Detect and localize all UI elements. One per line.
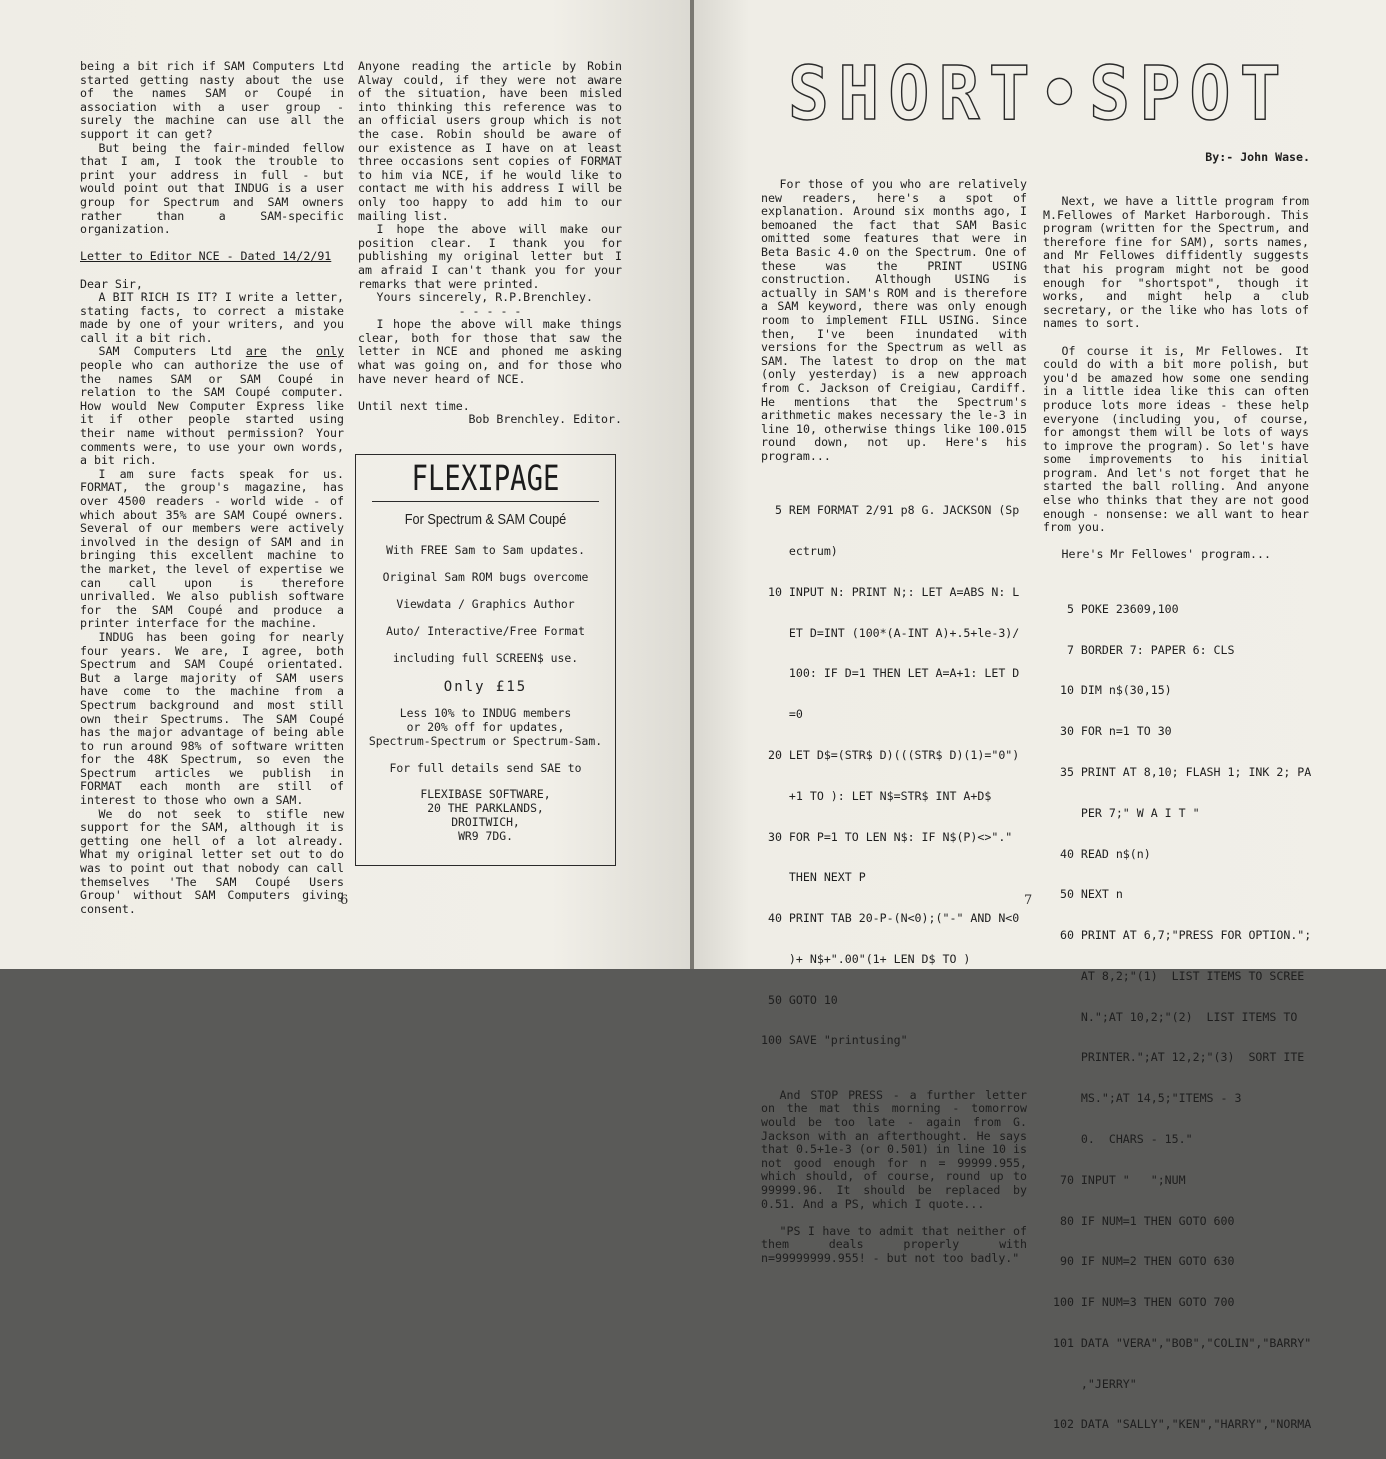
letter-paragraph-3: I am sure facts speak for us. FORMAT, the group's magazine, has over 4500 readers - world wide - of which about 35% are SAM Coupé owners. Several of our members were actively involved in the design of SAM and in bringing this excellent machine to the market, the level of expertise we can call upon is therefore unrivalled. We also publish software for the SAM Coupé and produce a printer interface for the machine. — [80, 466, 344, 631]
advert-address-4: WR9 7DG. — [458, 829, 513, 843]
advert-feature-2: Original Sam ROM bugs overcome — [382, 570, 589, 584]
code-line: 100: IF D=1 THEN LET A=A+1: LET D — [761, 666, 1020, 681]
page-number-right: 7 — [1024, 893, 1033, 908]
advert-title: FLEXIPAGE — [411, 459, 560, 499]
letter-heading: Letter to Editor NCE - Dated 14/2/91 — [80, 249, 332, 264]
intro-paragraph-2: But being the fair-minded fellow that I am, I took the trouble to print your address in full - but would point out that INDUG is a user group for Spectrum and SAM owners rather than a SAM-specific organization. — [80, 140, 344, 237]
code-line: 102 DATA "SALLY","KEN","HARRY","NORMA — [1053, 1417, 1312, 1432]
letter-paragraph-4: INDUG has been going for nearly four years. We are, I agree, both Spectrum and SAM Coupé orientated. But a large majority of SAM users have come to the machine from a Spectrum background and most still own their Spectrums. The SAM Coupé has the major advantage of being able to run around 98% of software written for the 48K Spectrum, so even the Spectrum articles we publish in FORMAT each month are still of interest to those who own a SAM. — [80, 629, 344, 808]
code-line: 5 REM FORMAT 2/91 p8 G. JACKSON (Sp — [761, 503, 1020, 518]
code-line: 10 INPUT N: PRINT N;: LET A=ABS N: L — [761, 584, 1020, 599]
advert-feature-1: With FREE Sam to Sam updates. — [386, 543, 585, 557]
code-line: 40 READ n$(n) — [1053, 846, 1151, 861]
code-line: 100 IF NUM=3 THEN GOTO 700 — [1053, 1295, 1235, 1310]
divider: - - - - - — [458, 303, 522, 318]
code-line: 30 FOR n=1 TO 30 — [1053, 724, 1172, 739]
left-column-1 — [80, 60, 344, 916]
left-column-2 — [358, 60, 622, 427]
short-spot-paragraph-1: For those of you who are relatively new readers, here's a spot of explanation. Around six months ago, I bemoaned the fact that SAM Basic omitted some features that were in Beta Basic 4.0 on the Spectrum. One of these was the PRINT USING construction. Although USING is actually in SAM's ROM and is therefore a SAM keyword, there was only enough room to implement FILL USING. Since then, I've been inundated with versions for the Spectrum as well as SAM. The latest to drop on the mat (only yesterday) is a new approach from C. Jackson of Creigiau, Cardiff. He mentions that the Spectrum's arithmetic makes necessary the le-3 in line 10, otherwise things like 100.015 round down, not up. Here's his program... — [761, 177, 1027, 463]
flexipage-advert — [355, 454, 616, 866]
editor-signature: Bob Brenchley. Editor. — [468, 412, 622, 427]
letter-paragraph-5: We do not seek to stifle new support for the SAM, although it is getting one hell of a lot already. What my original letter set out to do was to point out that nobody can call themselves 'The SAM Coupé Users Group' without SAM Computers giving consent. — [80, 806, 344, 916]
advert-subtitle: For Spectrum & SAM Coupé — [404, 511, 567, 528]
letter-paragraph-2: SAM Computers Ltd are the only people who can authorize the use of the names SAM or SAM Coupé in relation to the SAM Coupé computer. How would New Computer Express like it if other people started using their name without permission? Your comments were, to use your own words, a bit rich. — [80, 344, 345, 468]
jackson-code-listing — [761, 477, 1027, 1075]
page-number-left: 6 — [340, 893, 349, 908]
code-line: 35 PRINT AT 8,10; FLASH 1; INK 2; PA — [1053, 764, 1312, 779]
code-line: +1 TO ): LET N$=STR$ INT A+D$ — [761, 788, 992, 803]
code-line: 20 LET D$=(STR$ D)(((STR$ D)(1)="0") — [761, 747, 1020, 762]
code-line: PRINTER.";AT 12,2;"(3) SORT ITE — [1053, 1050, 1305, 1065]
code-line: AT 8,2;"(1) LIST ITEMS TO SCREE — [1053, 968, 1305, 983]
code-line: 80 IF NUM=1 THEN GOTO 600 — [1053, 1213, 1235, 1228]
editor-note: I hope the above will make things clear, both for those that saw the letter in NCE and phoned me asking what was going on, and for those who have never heard of NCE. — [358, 317, 622, 386]
code-line: 0. CHARS - 15." — [1053, 1131, 1193, 1146]
code-line: 5 POKE 23609,100 — [1053, 601, 1179, 616]
fellowes-code-listing — [1053, 576, 1312, 1459]
code-line: 90 IF NUM=2 THEN GOTO 630 — [1053, 1254, 1235, 1269]
advert-feature-5: including full SCREEN$ use. — [392, 651, 579, 665]
code-line: THEN NEXT P — [761, 870, 866, 885]
code-line: 60 PRINT AT 6,7;"PRESS FOR OPTION."; — [1053, 928, 1312, 943]
code-line: )+ N$+".00"(1+ LEN D$ TO ) — [761, 951, 971, 966]
right-column-2 — [1043, 194, 1312, 1459]
advert-discount-1: Less 10% to INDUG members — [399, 706, 572, 720]
code-line: PER 7;" W A I T " — [1053, 805, 1200, 820]
short-spot-paragraph-3: "PS I have to admit that neither of them deals properly with n=99999999.955! - but not too badly." — [761, 1223, 1027, 1265]
advert-feature-4: Auto/ Interactive/Free Format — [386, 624, 585, 638]
fellowes-paragraph-2: Of course it is, Mr Fellowes. It could do with a bit more polish, but you'd be amazed how some one sending in a little idea like this can often produce lots more ideas - these help everyone (including you, of course, for amongst them will be lots of ways to improve the program). So let's have some improvements to his initial program. And let's not forget that he started the ball rolling. And anyone else who thinks that they are not good enough - nonsense: we all want to hear from you. — [1043, 343, 1309, 535]
salutation: Dear Sir, — [80, 276, 143, 291]
code-line: 10 DIM n$(30,15) — [1053, 683, 1172, 698]
byline: By:- John Wase. — [1205, 150, 1310, 164]
code-line: 7 BORDER 7: PAPER 6: CLS — [1053, 642, 1235, 657]
short-spot-title: SHORT•SPOT — [788, 51, 1290, 137]
code-line: ectrum) — [761, 544, 838, 559]
code-line: 40 PRINT TAB 20-P-(N<0);("-" AND N<0 — [761, 911, 1020, 926]
advert-address-3: DROITWICH, — [451, 815, 520, 829]
intro-paragraph-1: being a bit rich if SAM Computers Ltd started getting nasty about the use of the names SAM or Coupé in association with a user group - surely the machine can use all the support it can get? — [80, 59, 344, 141]
advert-price: Only £15 — [443, 679, 528, 695]
fellowes-paragraph-1: Next, we have a little program from M.Fellowes of Market Harborough. This program (written for the Spectrum, and therefore fine for SAM), sorts names, and Mr Fellowes diffidently suggests that his program might not be good enough for "shortspot", though it works, and might help a club secretary, or the like who has lots of names to sort. — [1043, 194, 1309, 331]
letter-signoff: Yours sincerely, R.P.Brenchley. — [376, 290, 593, 305]
advert-rule — [372, 501, 599, 502]
code-line: 30 FOR P=1 TO LEN N$: IF N$(P)<>"." — [761, 829, 1013, 844]
advert-discount-2: or 20% off for updates, — [406, 720, 565, 734]
code-line: 101 DATA "VERA","BOB","COLIN","BARRY" — [1053, 1335, 1312, 1350]
advert-address-2: 20 THE PARKLANDS, — [427, 801, 544, 815]
left-page — [0, 0, 690, 969]
fellowes-code-intro: Here's Mr Fellowes' program... — [1061, 547, 1271, 562]
code-line: =0 — [761, 707, 803, 722]
advert-details: For full details send SAE to — [389, 761, 582, 775]
code-line: MS.";AT 14,5;"ITEMS - 3 — [1053, 1091, 1242, 1106]
letter-paragraph-7: I hope the above will make our position clear. I thank you for publishing my original letter but I am afraid I can't thank you for your remarks that were printed. — [358, 222, 622, 291]
code-line: 100 SAVE "printusing" — [761, 1033, 908, 1048]
letter-paragraph-1: A BIT RICH IS IT? I write a letter, stating facts, to correct a mistake made by one of your writers, and you call it a bit rich. — [80, 290, 344, 345]
short-spot-paragraph-2: And STOP PRESS - a further letter on the mat this morning - tomorrow would be too late - again from G. Jackson with an afterthought. He says that 0.5+1e-3 (or 0.501) in line 10 is not good enough for n = 99999.955, which should, of course, round up to 99999.96. It should be replaced by 0.51. And a PS, which I quote... — [761, 1087, 1027, 1211]
code-line: N.";AT 10,2;"(2) LIST ITEMS TO — [1053, 1009, 1298, 1024]
code-line: 70 INPUT " ";NUM — [1053, 1172, 1186, 1187]
advert-discount-3: Spectrum-Spectrum or Spectrum-Sam. — [368, 734, 603, 748]
code-line: ,"JERRY" — [1053, 1376, 1137, 1391]
advert-feature-3: Viewdata / Graphics Author — [396, 597, 575, 611]
code-line: 50 GOTO 10 — [761, 992, 838, 1007]
code-line: 50 NEXT n — [1053, 887, 1123, 902]
letter-paragraph-6: Anyone reading the article by Robin Alway could, if they were not aware of the situation, have been misled into thinking this reference was to an official users group which is not the case. Robin should be aware of our existence as I have on at least three occasions sent copies of FORMAT to him via NCE, if he would like to contact me with his address I will be only too happy to add him to our mailing list. — [358, 59, 622, 223]
code-line: ET D=INT (100*(A-INT A)+.5+le-3)/ — [761, 625, 1020, 640]
advert-address-1: FLEXIBASE SOFTWARE, — [420, 787, 551, 801]
right-column-1 — [761, 178, 1027, 1266]
until-next-time: Until next time. — [358, 398, 470, 413]
short-spot-logo — [788, 51, 1290, 137]
